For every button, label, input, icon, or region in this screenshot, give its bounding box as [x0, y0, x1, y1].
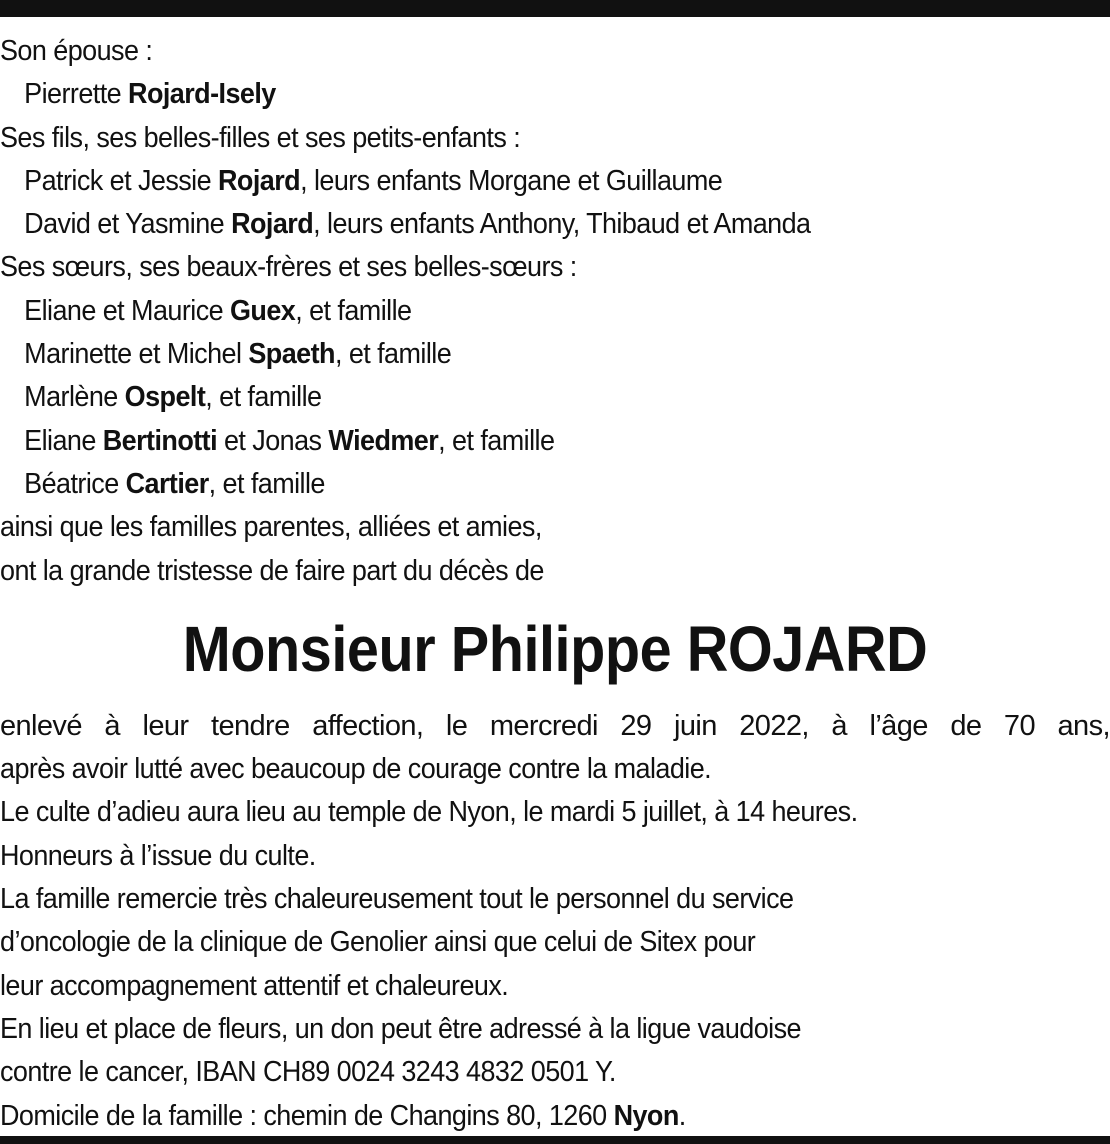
son-last-name: Rojard — [231, 208, 314, 241]
word: ans, — [1057, 709, 1110, 742]
sibling-last-name: Bertinotti — [102, 424, 218, 457]
sibling-partner-first-name: et Jonas — [223, 424, 322, 457]
sibling-line — [0, 463, 1032, 506]
bottom-rule — [0, 1136, 1110, 1144]
sons-heading: Ses fils, ses belles-filles et ses petits-enfants : — [0, 121, 521, 154]
domicile-period: . — [678, 1099, 686, 1132]
word: 29 — [620, 709, 652, 742]
sibling-last-name: Spaeth — [248, 338, 335, 371]
word: 2022, — [739, 709, 809, 742]
sibling-first-names: Eliane — [24, 424, 96, 457]
body-line: En lieu et place de fleurs, un don peut être adressé à la ligue vaudoise — [0, 1012, 801, 1045]
word: tendre — [211, 709, 290, 742]
sibling-first-names: Béatrice — [24, 467, 119, 500]
siblings-heading: Ses sœurs, ses beaux-frères et ses belles-sœurs : — [0, 251, 577, 284]
sibling-line — [0, 420, 1032, 463]
body-line: Le culte d’adieu aura lieu au temple de Nyon, le mardi 5 juillet, à 14 heures. — [0, 796, 858, 829]
sibling-line — [0, 333, 1032, 376]
body-line: Honneurs à l’issue du culte. — [0, 839, 316, 872]
deceased-name: Monsieur Philippe ROJARD — [182, 612, 928, 685]
closing-line: ainsi que les familles parentes, alliées et amies, — [0, 511, 542, 544]
spouse-heading: Son épouse : — [0, 35, 153, 67]
word: 70 — [1003, 709, 1035, 742]
word: affection, — [312, 709, 424, 742]
domicile-address: Domicile de la famille : chemin de Changins 80, 1260 — [0, 1099, 614, 1132]
domicile-town: Nyon — [613, 1099, 679, 1132]
sibling-first-names: Marlène — [24, 381, 118, 414]
spouse-first-name: Pierrette — [24, 78, 122, 111]
word: enlevé — [0, 709, 82, 742]
sibling-line — [0, 376, 1032, 419]
sibling-suffix: , et famille — [205, 381, 322, 414]
sibling-partner-last-name: Wiedmer — [328, 424, 439, 457]
word: leur — [142, 709, 189, 742]
word: le — [445, 709, 468, 742]
body-line: La famille remercie très chaleureusement tout le personnel du service — [0, 883, 794, 916]
sibling-last-name: Cartier — [125, 467, 209, 500]
spouse-line — [0, 73, 1032, 116]
sibling-first-names: Marinette et Michel — [24, 338, 242, 371]
sibling-suffix: , et famille — [438, 424, 555, 457]
word: l’âge — [869, 709, 928, 742]
son-last-name: Rojard — [217, 164, 301, 197]
sibling-suffix: , et famille — [295, 294, 412, 327]
sibling-suffix: , et famille — [334, 338, 452, 371]
son-children: , leurs enfants Anthony, Thibaud et Amanda — [313, 208, 811, 241]
sibling-line — [0, 290, 1032, 333]
body-line: contre le cancer, IBAN CH89 0024 3243 4832 0501 Y. — [0, 1056, 616, 1089]
son-first-names: Patrick et Jessie — [24, 164, 212, 197]
word: à — [104, 709, 120, 742]
word: à — [831, 709, 847, 742]
son-line — [0, 160, 1032, 203]
word: mercredi — [489, 709, 598, 742]
body-line: d’oncologie de la clinique de Genolier ainsi que celui de Sitex pour — [0, 926, 756, 959]
obituary-notice — [0, 30, 1110, 1138]
body-line: leur accompagnement attentif et chaleureux. — [0, 969, 509, 1002]
domicile-line — [0, 1095, 1032, 1138]
spouse-last-name: Rojard-Isely — [128, 78, 276, 111]
body-line: après avoir lutté avec beaucoup de courage contre la maladie. — [0, 753, 712, 786]
death-details-line — [0, 705, 1110, 748]
sibling-last-name: Ospelt — [124, 381, 206, 414]
son-first-names: David et Yasmine — [24, 208, 225, 241]
sibling-suffix: , et famille — [208, 467, 325, 500]
top-rule — [0, 0, 1110, 17]
sibling-last-name: Guex — [230, 294, 296, 327]
son-children: , leurs enfants Morgane et Guillaume — [300, 164, 723, 197]
son-line — [0, 203, 1032, 246]
closing-line: ont la grande tristesse de faire part du décès de — [0, 554, 544, 587]
sibling-first-names: Eliane et Maurice — [24, 294, 224, 327]
word: de — [950, 709, 982, 742]
word: juin — [673, 709, 717, 742]
